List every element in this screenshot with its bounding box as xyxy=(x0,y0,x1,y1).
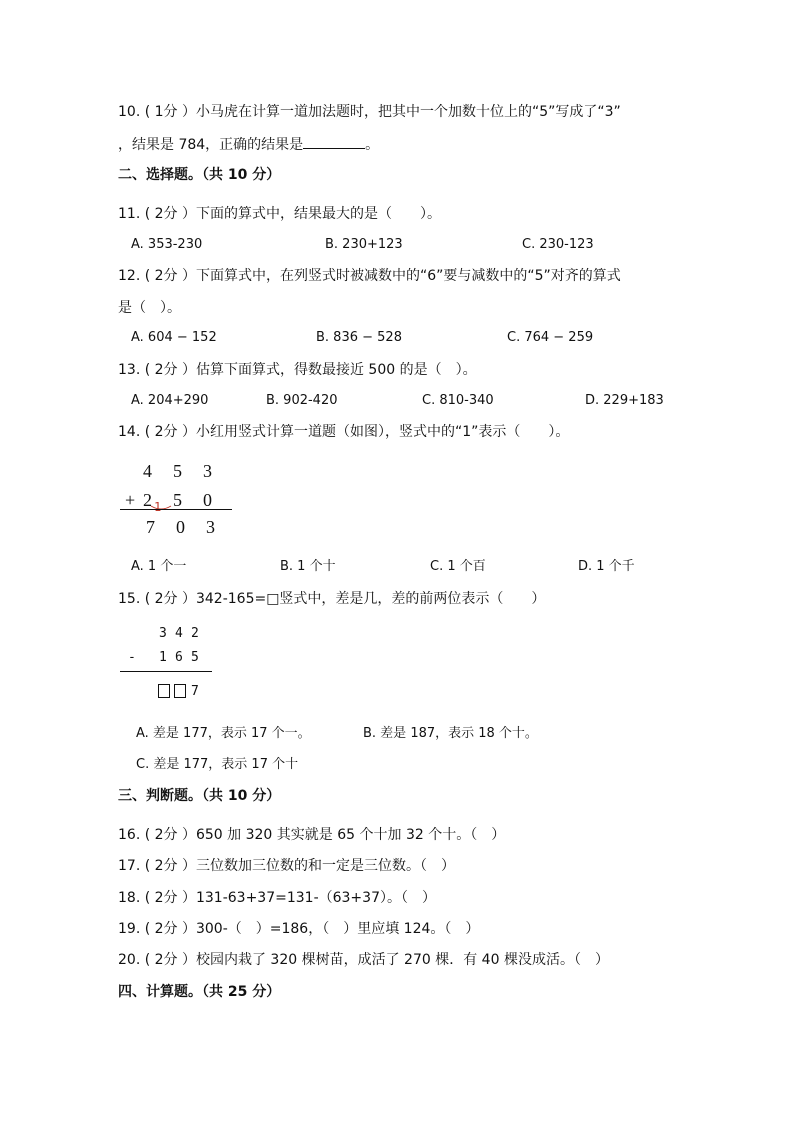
q15-option-b[interactable]: B. 差是 187，表示 18 个十。 xyxy=(363,726,538,741)
section-heading-choice: 二、选择题。（共 10 分） xyxy=(118,167,281,183)
q19-stem: 19. ( 2分 ）300-（ ）=186，（ ）里应填 124。（ ） xyxy=(118,921,480,937)
q14-digit: 3 xyxy=(206,517,215,537)
q11-option-b[interactable]: B. 230+123 xyxy=(325,237,403,252)
q15-digit: 4 xyxy=(175,626,183,641)
q12-option-c[interactable]: C. 764 − 259 xyxy=(507,330,594,345)
q15-digit: 6 xyxy=(175,650,183,665)
q13-option-b[interactable]: B. 902-420 xyxy=(266,393,338,408)
q14-option-d[interactable]: D. 1 个千 xyxy=(578,559,635,574)
q14-digit: 5 xyxy=(173,461,182,481)
q13-option-a[interactable]: A. 204+290 xyxy=(131,393,209,408)
q10-line2-end: 。 xyxy=(365,137,380,153)
q14-digit: 3 xyxy=(203,461,212,481)
q15-digit: 7 xyxy=(191,684,199,699)
answer-blank[interactable] xyxy=(303,134,365,149)
q15-digit: 5 xyxy=(191,650,199,665)
q15-digit: 1 xyxy=(159,650,167,665)
q14-digit: 0 xyxy=(203,490,212,510)
q15-digit: 2 xyxy=(191,626,199,641)
q18-stem: 18. ( 2分 ）131-63+37=131-（63+37）。（ ） xyxy=(118,890,436,906)
q12-option-a[interactable]: A. 604 − 152 xyxy=(131,330,217,345)
q20-stem: 20. ( 2分 ）校园内栽了 320 棵树苗，成活了 270 棵．有 40 棵没成活。（ ） xyxy=(118,952,609,968)
q14-digit: 4 xyxy=(143,461,152,481)
carry-mark-icon xyxy=(150,504,172,512)
q14-option-b[interactable]: B. 1 个十 xyxy=(280,559,336,574)
q13-option-d[interactable]: D. 229+183 xyxy=(585,393,664,408)
q14-digit: 2 xyxy=(143,490,152,510)
answer-box[interactable] xyxy=(174,684,186,698)
q14-digit: 7 xyxy=(146,517,155,537)
q14-option-a[interactable]: A. 1 个一 xyxy=(131,559,187,574)
q17-stem: 17. ( 2分 ）三位数加三位数的和一定是三位数。（ ） xyxy=(118,858,455,874)
q12-stem-line2: 是（ ）。 xyxy=(118,300,181,316)
q14-stem: 14. ( 2分 ）小红用竖式计算一道题（如图），竖式中的“1”表示（ ）。 xyxy=(118,424,570,440)
q15-option-a[interactable]: A. 差是 177，表示 17 个一。 xyxy=(136,726,311,741)
q16-stem: 16. ( 2分 ）650 加 320 其实就是 65 个十加 32 个十。（ ） xyxy=(118,827,506,843)
q10-line1: 10. ( 1分 ）小马虎在计算一道加法题时，把其中一个加数十位上的“5”写成了“3” xyxy=(118,104,621,120)
section-heading-calculation: 四、计算题。（共 25 分） xyxy=(118,984,281,1000)
minus-sign: - xyxy=(128,650,136,665)
q14-option-c[interactable]: C. 1 个百 xyxy=(430,559,486,574)
q12-stem-line1: 12. ( 2分 ）下面算式中，在列竖式时被减数中的“6”要与减数中的“5”对齐的算式 xyxy=(118,268,621,284)
q15-option-c[interactable]: C. 差是 177，表示 17 个十 xyxy=(136,757,299,772)
answer-box[interactable] xyxy=(158,684,170,698)
q14-digit: 5 xyxy=(173,490,182,510)
q10-line2-text: ，结果是 784，正确的结果是 xyxy=(118,137,304,153)
q15-digit: 3 xyxy=(159,626,167,641)
carry-digit: 1 xyxy=(154,500,162,514)
q10-line2 xyxy=(118,134,379,155)
q14-digit: 0 xyxy=(176,517,185,537)
q12-option-b[interactable]: B. 836 − 528 xyxy=(316,330,402,345)
q11-option-c[interactable]: C. 230-123 xyxy=(522,237,594,252)
q13-stem: 13. ( 2分 ）估算下面算式，得数最接近 500 的是（ ）。 xyxy=(118,362,477,378)
plus-sign: + xyxy=(125,490,136,510)
q11-option-a[interactable]: A. 353-230 xyxy=(131,237,203,252)
section-heading-judgement: 三、判断题。（共 10 分） xyxy=(118,788,281,804)
q14-sum-line xyxy=(120,509,232,510)
q15-stem: 15. ( 2分 ）342-165=□竖式中，差是几，差的前两位表示（ ） xyxy=(118,591,546,607)
q15-difference-line xyxy=(120,671,212,672)
q13-option-c[interactable]: C. 810-340 xyxy=(422,393,494,408)
q11-stem: 11. ( 2分 ）下面的算式中，结果最大的是（ ）。 xyxy=(118,206,441,222)
